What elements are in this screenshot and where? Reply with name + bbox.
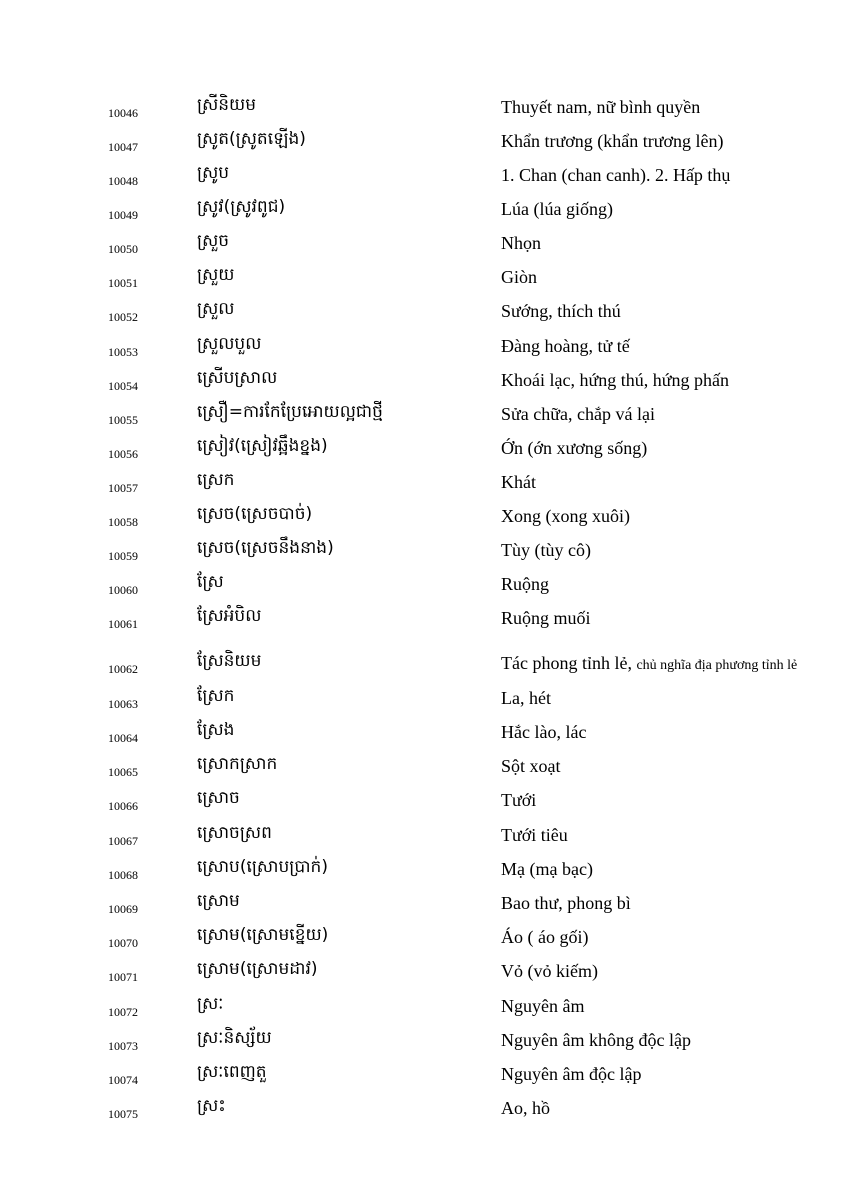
vietnamese-meaning — [501, 652, 797, 677]
vietnamese-meaning: Vỏ (vỏ kiếm) — [501, 961, 598, 981]
entry-number: 10047 — [108, 140, 138, 154]
entry-number: 10052 — [108, 310, 138, 324]
entry-row — [0, 605, 848, 639]
entry-row — [0, 571, 848, 605]
entry-row — [0, 924, 848, 958]
entry-row — [0, 1061, 848, 1095]
vietnamese-meaning: Nhọn — [501, 233, 541, 253]
entry-row — [0, 264, 848, 298]
entry-row — [0, 993, 848, 1027]
entry-number: 10058 — [108, 515, 138, 529]
vietnamese-meaning: 1. Chan (chan canh). 2. Hấp thụ — [501, 165, 731, 185]
khmer-term: ស្រោកស្រាក — [197, 754, 278, 774]
vietnamese-meaning: Khát — [501, 472, 536, 492]
entry-row — [0, 719, 848, 753]
entry-number: 10071 — [108, 970, 138, 984]
vietnamese-meaning: Bao thư, phong bì — [501, 893, 631, 913]
entry-number: 10070 — [108, 936, 138, 950]
vietnamese-meaning: Khẩn trương (khẩn trương lên) — [501, 131, 724, 151]
khmer-term: ស្រោម — [197, 891, 240, 911]
entry-number: 10075 — [108, 1107, 138, 1121]
vietnamese-meaning: Áo ( áo gối) — [501, 927, 589, 947]
vietnamese-meaning: Nguyên âm không độc lập — [501, 1030, 691, 1050]
vietnamese-meaning: Tưới — [501, 790, 537, 810]
entry-row — [0, 230, 848, 264]
entry-number: 10072 — [108, 1005, 138, 1019]
entry-row — [0, 94, 848, 128]
khmer-term: ស្រៈនិស្ស័យ — [197, 1028, 272, 1048]
vietnamese-meaning: Thuyết nam, nữ bình quyền — [501, 97, 701, 117]
entry-number: 10059 — [108, 549, 138, 563]
khmer-term: ស្រួលបួល — [197, 334, 262, 354]
vietnamese-meaning: Giòn — [501, 267, 537, 287]
entry-row — [0, 685, 848, 719]
khmer-term: ស្រះ — [197, 1096, 226, 1116]
entry-row — [0, 537, 848, 571]
vietnamese-meaning: Sột xoạt — [501, 756, 561, 776]
entry-row — [0, 298, 848, 332]
vietnamese-meaning: Sửa chữa, chắp vá lại — [501, 404, 655, 424]
khmer-term: ស្រួច — [197, 231, 230, 251]
entry-row — [0, 435, 848, 469]
vietnamese-meaning-main: Tác phong tỉnh lẻ, — [501, 653, 637, 673]
khmer-term: ស្រែ — [197, 572, 224, 592]
khmer-term: ស្រោប(ស្រោបប្រាក់) — [197, 857, 328, 877]
khmer-term: ស្រេច(ស្រេចបាច់) — [197, 504, 313, 524]
entry-number: 10054 — [108, 379, 138, 393]
khmer-term: ស្រោច — [197, 788, 240, 808]
khmer-term: ស្រៈ — [197, 994, 224, 1014]
entry-row — [0, 401, 848, 435]
entry-number: 10060 — [108, 583, 138, 597]
khmer-term: ស្រោម(ស្រោមខ្នើយ) — [197, 925, 329, 945]
khmer-term: ស្រូវ(ស្រូវពូជ) — [197, 197, 286, 217]
entry-number: 10069 — [108, 902, 138, 916]
khmer-term: ស្រូប — [197, 163, 230, 183]
entry-row — [0, 367, 848, 401]
vietnamese-meaning: Lúa (lúa giống) — [501, 199, 613, 219]
entry-row — [0, 333, 848, 367]
entry-number: 10048 — [108, 174, 138, 188]
entry-row — [0, 856, 848, 890]
entry-row — [0, 469, 848, 503]
vietnamese-meaning: Nguyên âm — [501, 996, 585, 1016]
entry-row — [0, 958, 848, 992]
entry-number: 10066 — [108, 799, 138, 813]
entry-number: 10046 — [108, 106, 138, 120]
entry-row — [0, 890, 848, 924]
khmer-term: ស្រឿ=ការកែប្រែអោយល្អជាថ្មី — [197, 402, 383, 422]
vietnamese-meaning: Xong (xong xuôi) — [501, 506, 630, 526]
entry-number: 10064 — [108, 731, 138, 745]
entry-number: 10056 — [108, 447, 138, 461]
entry-number: 10063 — [108, 697, 138, 711]
khmer-term: ស្រែអំបិល — [197, 606, 262, 626]
khmer-term: ស្រួយ — [197, 265, 235, 285]
entry-number: 10061 — [108, 617, 138, 631]
khmer-term: ស្រីនិយម — [197, 95, 257, 115]
entry-row — [0, 650, 848, 684]
vietnamese-meaning: Ruộng muối — [501, 608, 591, 628]
khmer-term: ស្រួល — [197, 299, 235, 319]
vietnamese-meaning: La, hét — [501, 688, 551, 708]
entry-number: 10065 — [108, 765, 138, 779]
khmer-term: ស្រេច(ស្រេចនឹងនាង) — [197, 538, 334, 558]
vietnamese-meaning: Nguyên âm độc lập — [501, 1064, 642, 1084]
khmer-term: ស្រោចស្រព — [197, 823, 272, 843]
khmer-term: ស្រែនិយម — [197, 651, 262, 671]
entry-number: 10074 — [108, 1073, 138, 1087]
khmer-term: ស្រែក — [197, 686, 235, 706]
khmer-term: ស្រោម(ស្រោមដាវ) — [197, 959, 318, 979]
vietnamese-meaning: Sướng, thích thú — [501, 301, 621, 321]
entry-row — [0, 503, 848, 537]
entry-row — [0, 753, 848, 787]
vietnamese-meaning: Ruộng — [501, 574, 550, 594]
khmer-term: ស្រើបស្រាល — [197, 368, 278, 388]
vietnamese-meaning: Tùy (tùy cô) — [501, 540, 591, 560]
entry-number: 10053 — [108, 345, 138, 359]
vietnamese-meaning: Tưới tiêu — [501, 825, 568, 845]
vietnamese-meaning: Ao, hồ — [501, 1098, 550, 1118]
khmer-term: ស្រៀវ(ស្រៀវឆ្អឹងខ្នង) — [197, 436, 328, 456]
entry-row — [0, 1095, 848, 1129]
vietnamese-meaning: Đàng hoàng, tử tế — [501, 336, 630, 356]
entry-number: 10049 — [108, 208, 138, 222]
vietnamese-meaning: Mạ (mạ bạc) — [501, 859, 593, 879]
khmer-term: ស្រែង — [197, 720, 235, 740]
khmer-term: ស្រៈពេញតួ — [197, 1062, 267, 1082]
entry-row — [0, 162, 848, 196]
vietnamese-meaning-small: chủ nghĩa địa phương tỉnh lẻ — [636, 658, 798, 673]
entry-row — [0, 822, 848, 856]
entry-number: 10051 — [108, 276, 138, 290]
entry-row — [0, 196, 848, 230]
entry-number: 10073 — [108, 1039, 138, 1053]
khmer-term: ស្រូត(ស្រូតឡើង) — [197, 129, 306, 149]
entry-row — [0, 1027, 848, 1061]
vietnamese-meaning: Ớn (ớn xương sống) — [501, 438, 648, 458]
entry-number: 10050 — [108, 242, 138, 256]
vietnamese-meaning: Khoái lạc, hứng thú, hứng phấn — [501, 370, 729, 390]
entry-row — [0, 787, 848, 821]
entry-number: 10067 — [108, 834, 138, 848]
khmer-term: ស្រេក — [197, 470, 235, 490]
entry-number: 10062 — [108, 662, 138, 676]
entry-row — [0, 128, 848, 162]
entry-number: 10068 — [108, 868, 138, 882]
vietnamese-meaning: Hắc lào, lác — [501, 722, 587, 742]
entry-number: 10055 — [108, 413, 138, 427]
entry-number: 10057 — [108, 481, 138, 495]
